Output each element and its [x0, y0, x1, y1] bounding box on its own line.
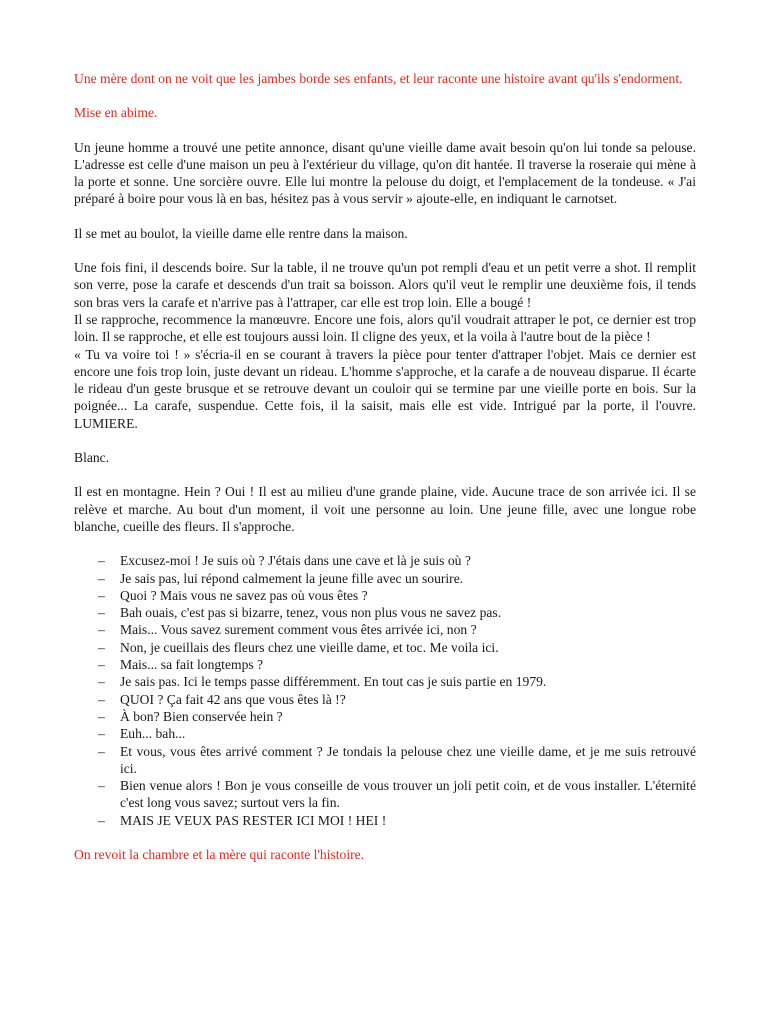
dialog-line: – Excusez-moi ! Je suis où ? J'étais dans une cave et là je suis où ?: [98, 553, 471, 569]
dialog-line: – Quoi ? Mais vous ne savez pas où vous êtes ?: [98, 587, 368, 603]
dash-marker: –: [98, 743, 105, 759]
dialog-line: – Bien venue alors ! Bon je vous conseille de vous trouver un joli petit coin, et de vous installer. L'éternité c'est long vous savez; surtout vers la fin.: [98, 778, 696, 811]
dash-marker: –: [98, 657, 105, 673]
dash-marker: –: [98, 691, 105, 707]
dialog-line: – MAIS JE VEUX PAS RESTER ICI MOI ! HEI !: [98, 812, 387, 828]
dash-marker: –: [98, 553, 105, 569]
dash-marker: –: [98, 622, 105, 638]
dialog-line: – Et vous, vous êtes arrivé comment ? Je tondais la pelouse chez une vieille dame, et je me suis retrouvé ici.: [98, 743, 696, 776]
paragraph-montagne: Il est en montagne. Hein ? Oui ! Il est au milieu d'une grande plaine, vide. Aucune trace de son arrivée ici. Il se relève et marche. Au bout d'un moment, il voit une personne au loin. Une jeune fille, avec une longue robe blanche, cueille des fleurs. Il s'approche.: [74, 484, 696, 534]
dash-marker: –: [98, 674, 105, 690]
dash-marker: –: [98, 708, 105, 724]
dialog-line: – Euh... bah...: [98, 726, 186, 742]
dialog-line: – Bah ouais, c'est pas si bizarre, tenez, vous non plus vous ne savez pas.: [98, 605, 502, 621]
paragraph-carafe-1: Une fois fini, il descends boire. Sur la table, il ne trouve qu'un pot rempli d'eau et un petit verre a shot. Il remplit son verre, pose la carafe et descends d'un trait sa boisson. Alors qu'il veut le remplir une deuxième fois, il tends son bras vers la carafe et n'arrive pas à l'attraper, car elle est trop loin. Elle a bougé !: [74, 260, 696, 310]
paragraph-blanc: Blanc.: [74, 450, 110, 466]
dash-marker: –: [98, 605, 105, 621]
dialog-line: – Mais... sa fait longtemps ?: [98, 657, 264, 673]
dash-marker: –: [98, 726, 105, 742]
dash-marker: –: [98, 639, 105, 655]
dash-marker: –: [98, 570, 105, 586]
dash-marker: –: [98, 587, 105, 603]
dialog-line: – Je sais pas. Ici le temps passe différemment. En tout cas je suis partie en 1979.: [98, 674, 547, 690]
paragraph-boulot: Il se met au boulot, la vieille dame elle rentre dans la maison.: [74, 225, 408, 241]
dialog-line: – Non, je cueillais des fleurs chez une vieille dame, et toc. Me voila ici.: [98, 639, 499, 655]
dialog-line: – Je sais pas, lui répond calmement la jeune fille avec un sourire.: [98, 570, 464, 586]
dialog-line: – À bon? Bien conservée hein ?: [98, 708, 283, 724]
paragraph-carafe-3: « Tu va voire toi ! » s'écria-il en se courant à travers la pièce pour tenter d'attraper l'objet. Mais ce dernier est encore une fois trop loin, juste devant un rideau. L'homme s'approche, et la carafe a de nouveau disparue. Il écarte le rideau d'un geste brusque et se retrouve devant un couloir qui se termine par une vieille porte en bois. Sur la poignée... La carafe, suspendue. Cette fois, il la saisit, mais elle est vide. Intrigué par la porte, il l'ouvre. LUMIERE.: [74, 346, 696, 431]
stage-direction-subtitle: Mise en abime.: [74, 105, 158, 121]
dialog-line: – QUOI ? Ça fait 42 ans que vous êtes là !?: [98, 691, 346, 707]
dialog-list: [74, 552, 696, 829]
stage-direction-outro: On revoit la chambre et la mère qui raconte l'histoire.: [74, 846, 365, 862]
paragraph-annonce: Un jeune homme a trouvé une petite annonce, disant qu'une vieille dame avait besoin qu'on lui tonde sa pelouse. L'adresse est celle d'une maison un peu à l'extérieur du village, qu'on dit hantée. Il traverse la roseraie qui mène à la porte et sonne. Une sorcière ouvre. Elle lui montre la pelouse du doigt, et l'emplacement de la tondeuse. « J'ai préparé à boire pour vous là en bas, hésitez pas à vous servir » ajoute-elle, en indiquant le carnotset.: [74, 139, 696, 207]
dialog-line: – Mais... Vous savez surement comment vous êtes arrivée ici, non ?: [98, 622, 477, 638]
dash-marker: –: [98, 778, 105, 794]
dash-marker: –: [98, 812, 105, 828]
paragraph-carafe-2: Il se rapproche, recommence la manœuvre. Encore une fois, alors qu'il voudrait attraper le pot, ce dernier est trop loin. Il se rapproche, et elle est toujours aussi loin. Il cligne des yeux, et la voila à l'autre bout de la pièce !: [74, 311, 696, 345]
stage-direction-intro: Une mère dont on ne voit que les jambes borde ses enfants, et leur raconte une histoire avant qu'ils s'endorment.: [74, 71, 683, 86]
